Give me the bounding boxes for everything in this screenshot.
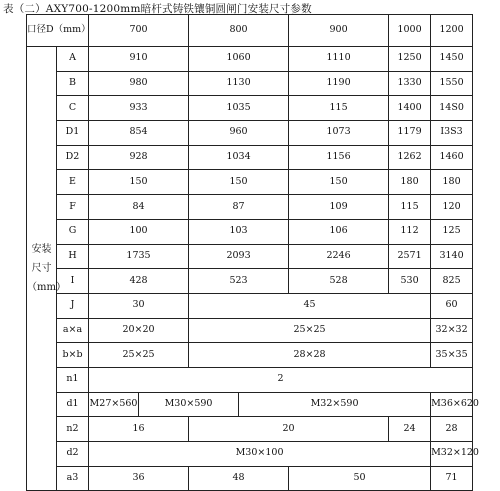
cell: 60	[431, 293, 473, 318]
cell: 150	[89, 170, 189, 195]
cell: 16	[89, 417, 189, 442]
cell: 960	[189, 121, 289, 146]
cell: 928	[89, 145, 189, 170]
row-label: J	[57, 293, 89, 318]
cell: 980	[89, 71, 189, 96]
cell: 1735	[89, 244, 189, 269]
table-row	[27, 367, 473, 392]
cell: 1179	[389, 121, 431, 146]
cell: I3S3	[431, 121, 473, 146]
install-dimension-table	[26, 14, 479, 491]
cell: 1250	[389, 47, 431, 72]
size-900: 900	[289, 15, 389, 47]
cell: 1034	[189, 145, 289, 170]
row-label: a3	[57, 466, 89, 491]
table-row	[27, 96, 473, 121]
cell: 528	[289, 269, 389, 294]
table-row	[27, 442, 473, 467]
row-label: a×a	[57, 318, 89, 343]
table-row	[27, 71, 473, 96]
cell: 854	[89, 121, 189, 146]
cell: 103	[189, 219, 289, 244]
cell: 180	[389, 170, 431, 195]
cell: 115	[389, 195, 431, 220]
cell: 1060	[189, 47, 289, 72]
cell: 115	[289, 96, 389, 121]
cell: 150	[189, 170, 289, 195]
cell: 84	[89, 195, 189, 220]
cell: 25×25	[89, 343, 189, 368]
cell: 1073	[289, 121, 389, 146]
cell: 36	[89, 466, 189, 491]
row-label: d1	[57, 392, 89, 417]
row-label: G	[57, 219, 89, 244]
cell: 150	[289, 170, 389, 195]
cell: 530	[389, 269, 431, 294]
cell: 48	[189, 466, 289, 491]
cell: 428	[89, 269, 189, 294]
cell: M32×590	[239, 392, 431, 417]
table-row	[27, 293, 473, 318]
cell: 20×20	[89, 318, 189, 343]
cell: 71	[431, 466, 473, 491]
cell: M30×100	[89, 442, 431, 467]
cell: 1400	[389, 96, 431, 121]
table-row	[27, 269, 473, 294]
cell: 30	[89, 293, 189, 318]
cell: 1190	[289, 71, 389, 96]
cell: 2246	[289, 244, 389, 269]
cell: 1330	[389, 71, 431, 96]
table-caption: 表（二）AXY700-1200mm暗杆式铸铁镶铜圆闸门安装尺寸参数	[3, 3, 312, 15]
cell: 125	[431, 219, 473, 244]
row-label: n2	[57, 417, 89, 442]
cell: 1110	[289, 47, 389, 72]
table-row	[27, 170, 473, 195]
cell: 20	[189, 417, 389, 442]
cell: 87	[189, 195, 289, 220]
table-row	[27, 466, 473, 491]
cell: M27×560	[89, 392, 139, 417]
cell: 1460	[431, 145, 473, 170]
side-label-line3: （mm）	[27, 282, 66, 294]
side-label-line2: 尺寸	[31, 263, 52, 275]
cell: 2093	[189, 244, 289, 269]
cell: 910	[89, 47, 189, 72]
cell: 523	[189, 269, 289, 294]
size-800: 800	[189, 15, 289, 47]
cell: 1130	[189, 71, 289, 96]
cell: 2	[89, 367, 473, 392]
cell: 35×35	[431, 343, 473, 368]
header-row	[27, 15, 473, 47]
row-label: C	[57, 96, 89, 121]
table-row	[27, 47, 473, 72]
cell: 1156	[289, 145, 389, 170]
cell: 825	[431, 269, 473, 294]
cell: 25×25	[189, 318, 431, 343]
row-label: A	[57, 47, 89, 72]
row-label: I	[57, 269, 89, 294]
size-700: 700	[89, 15, 189, 47]
cell: 2571	[389, 244, 431, 269]
row-label: D2	[57, 145, 89, 170]
table-row	[27, 219, 473, 244]
row-label: H	[57, 244, 89, 269]
cell: 50	[289, 466, 431, 491]
table-row	[27, 343, 473, 368]
cell: 100	[89, 219, 189, 244]
cell: 3140	[431, 244, 473, 269]
size-1000: 1000	[389, 15, 431, 47]
row-label: D1	[57, 121, 89, 146]
cell: 180	[431, 170, 473, 195]
table-row	[27, 121, 473, 146]
table-row	[27, 244, 473, 269]
cell: 933	[89, 96, 189, 121]
row-label: E	[57, 170, 89, 195]
cell: 120	[431, 195, 473, 220]
cell: 45	[189, 293, 431, 318]
row-label: b×b	[57, 343, 89, 368]
side-label-line1: 安装	[31, 244, 52, 256]
table-row	[27, 195, 473, 220]
cell: 1262	[389, 145, 431, 170]
cell: 32×32	[431, 318, 473, 343]
table-row	[27, 145, 473, 170]
row-label: B	[57, 71, 89, 96]
table-row	[27, 417, 473, 442]
cell: M36×620	[431, 392, 473, 417]
row-label: d2	[57, 442, 89, 467]
cell: 24	[389, 417, 431, 442]
cell: 109	[289, 195, 389, 220]
table-row	[27, 318, 473, 343]
diameter-header: 口径D（mm）	[27, 15, 89, 47]
cell: M30×590	[139, 392, 239, 417]
cell: 28	[431, 417, 473, 442]
cell: 1550	[431, 71, 473, 96]
cell: M32×120	[431, 442, 473, 467]
row-label: n1	[57, 367, 89, 392]
cell: 28×28	[189, 343, 431, 368]
table-row	[27, 392, 473, 417]
cell: 14S0	[431, 96, 473, 121]
cell: 112	[389, 219, 431, 244]
size-1200: 1200	[431, 15, 473, 47]
install-size-label	[27, 47, 66, 491]
cell: 1035	[189, 96, 289, 121]
cell: 1450	[431, 47, 473, 72]
cell: 106	[289, 219, 389, 244]
row-label: F	[57, 195, 89, 220]
